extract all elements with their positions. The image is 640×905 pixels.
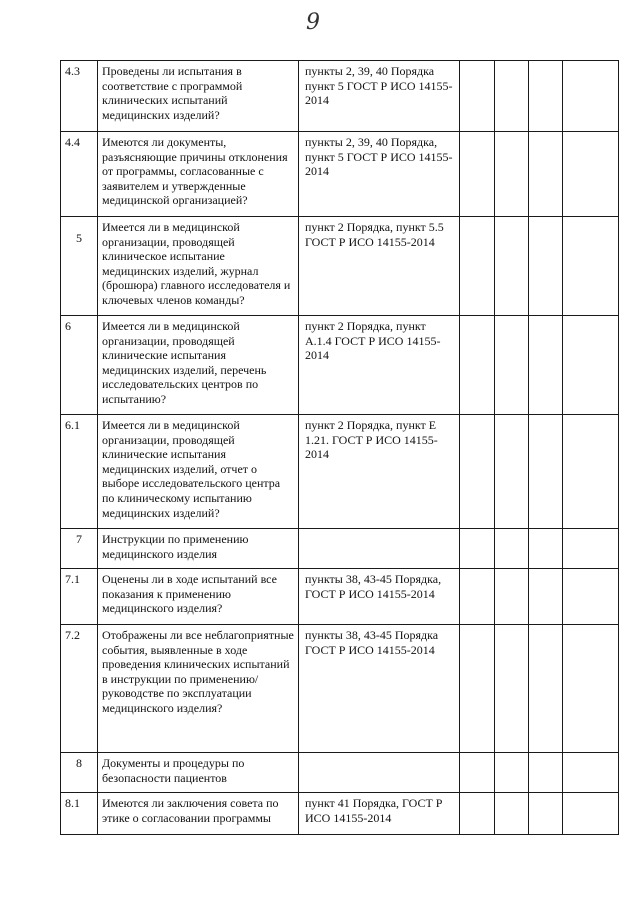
row-question: Документы и процедуры по безопасности пациентов [98,753,299,793]
answer-cell [529,217,563,316]
answer-cell [460,415,495,529]
note-cell [563,61,619,132]
row-number: 8.1 [61,793,98,835]
note-cell [563,316,619,415]
answer-cell [460,316,495,415]
row-reference [299,753,460,793]
table-row [61,625,619,753]
row-number: 4.4 [61,132,98,217]
table-row [61,753,619,793]
row-reference: пункт 2 Порядка, пункт А.1.4 ГОСТ Р ИСО 14155-2014 [299,316,460,415]
table-row [61,793,619,835]
answer-cell [460,217,495,316]
note-cell [563,217,619,316]
answer-cell [495,316,529,415]
note-cell [563,625,619,753]
row-number: 7 [61,529,98,569]
table-row [61,132,619,217]
note-cell [563,415,619,529]
answer-cell [460,793,495,835]
row-reference: пункты 38, 43-45 Порядка ГОСТ Р ИСО 14155-2014 [299,625,460,753]
row-reference [299,529,460,569]
row-reference: пункты 2, 39, 40 Порядка, пункт 5 ГОСТ Р ИСО 14155-2014 [299,132,460,217]
answer-cell [529,316,563,415]
row-number: 8 [61,753,98,793]
row-question: Имеются ли заключения совета по этике о согласовании программы [98,793,299,835]
row-question: Имеется ли в медицинской организации, проводящей клинические испытания медицинских изделий, отчет о выборе исследовательского центра по клиническому испытанию медицинских изделий? [98,415,299,529]
row-number: 4.3 [61,61,98,132]
row-reference: пункт 41 Порядка, ГОСТ Р ИСО 14155-2014 [299,793,460,835]
row-reference: пункты 2, 39, 40 Порядка пункт 5 ГОСТ Р ИСО 14155-2014 [299,61,460,132]
note-cell [563,569,619,625]
answer-cell [495,529,529,569]
answer-cell [495,793,529,835]
row-question: Инструкции по применению медицинского изделия [98,529,299,569]
answer-cell [460,132,495,217]
table-row [61,316,619,415]
row-reference: пункт 2 Порядка, пункт 5.5 ГОСТ Р ИСО 14155-2014 [299,217,460,316]
answer-cell [529,529,563,569]
table-row [61,569,619,625]
answer-cell [529,625,563,753]
note-cell [563,132,619,217]
row-number: 5 [61,217,98,316]
row-question: Проведены ли испытания в соответствие с программой клинических испытаний медицинских изделий? [98,61,299,132]
row-reference: пункт 2 Порядка, пункт Е 1.21. ГОСТ Р ИСО 14155-2014 [299,415,460,529]
answer-cell [495,753,529,793]
answer-cell [495,415,529,529]
note-cell [563,793,619,835]
row-question: Оценены ли в ходе испытаний все показания к применению медицинского изделия? [98,569,299,625]
note-cell [563,529,619,569]
row-question: Имеется ли в медицинской организации, проводящей клинические испытания медицинских изделий, перечень исследовательских центров по испытанию? [98,316,299,415]
answer-cell [529,415,563,529]
row-question: Отображены ли все неблагоприятные события, выявленные в ходе проведения клинических испытаний в инструкции по применению/руководстве по эксплуатации медицинского изделия? [98,625,299,753]
row-number: 7.1 [61,569,98,625]
row-number: 6.1 [61,415,98,529]
answer-cell [529,61,563,132]
table-row [61,217,619,316]
answer-cell [529,793,563,835]
row-question: Имеются ли документы, разъясняющие причины отклонения от программы, согласованные с заявителем и утвержденные медицинской организацией? [98,132,299,217]
answer-cell [495,217,529,316]
answer-cell [495,61,529,132]
checklist-table [60,60,619,835]
answer-cell [460,529,495,569]
note-cell [563,753,619,793]
table-row [61,529,619,569]
page-number: 9 [306,10,320,35]
table-row [61,61,619,132]
row-question: Имеется ли в медицинской организации, проводящей клиническое испытание медицинских изделий, журнал (брошюра) главного исследователя и ключевых членов команды? [98,217,299,316]
answer-cell [529,569,563,625]
answer-cell [460,753,495,793]
table-row [61,415,619,529]
answer-cell [529,132,563,217]
answer-cell [495,569,529,625]
answer-cell [460,61,495,132]
row-reference: пункты 38, 43-45 Порядка, ГОСТ Р ИСО 14155-2014 [299,569,460,625]
row-number: 7.2 [61,625,98,753]
row-number: 6 [61,316,98,415]
answer-cell [495,625,529,753]
answer-cell [529,753,563,793]
answer-cell [460,569,495,625]
answer-cell [495,132,529,217]
answer-cell [460,625,495,753]
